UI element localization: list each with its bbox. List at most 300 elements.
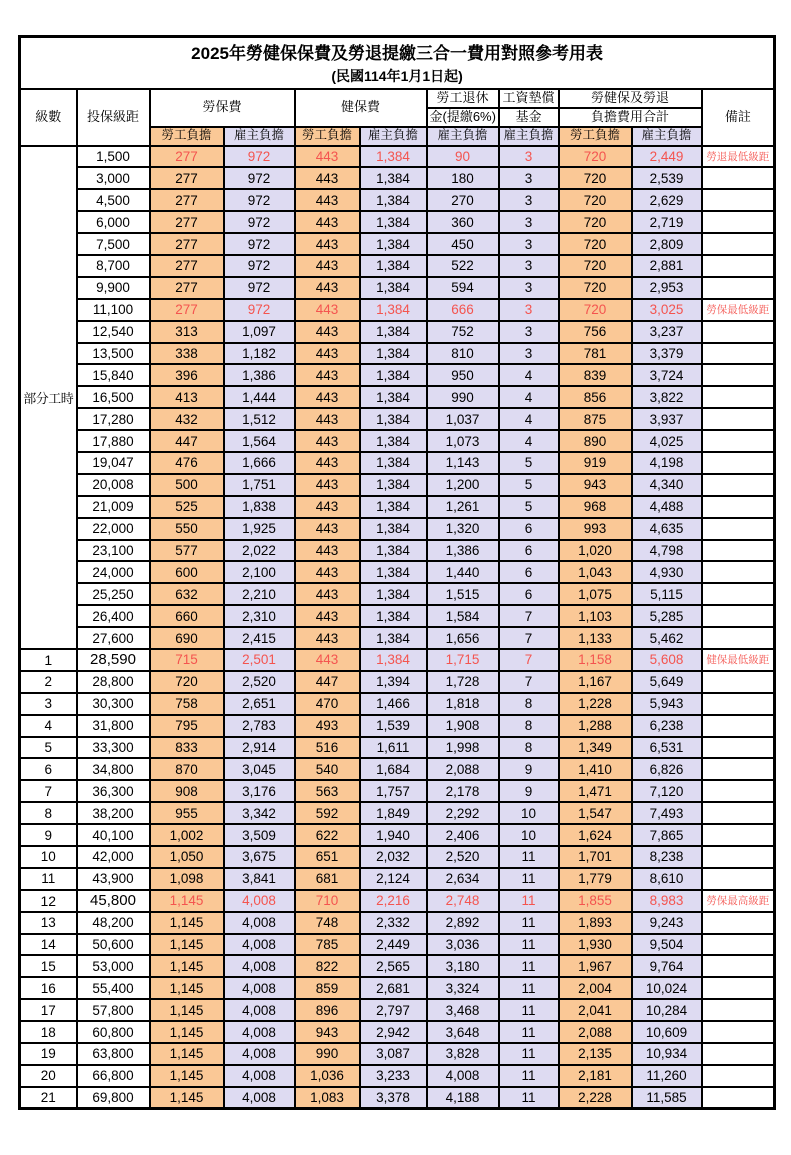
hi-employee-cell: 622 [295, 824, 360, 846]
wage-fund-employer-cell: 11 [499, 912, 559, 934]
pension-employer-cell: 4,008 [427, 1065, 499, 1087]
salary-bracket-cell: 27,600 [77, 627, 150, 649]
remark-cell [702, 824, 775, 846]
salary-bracket-cell: 23,100 [77, 540, 150, 562]
premium-reference-table [18, 35, 776, 1110]
salary-bracket-cell: 31,800 [77, 715, 150, 737]
table-row [20, 299, 775, 321]
hi-employer-cell: 1,384 [360, 496, 427, 518]
li-employee-cell: 413 [150, 386, 224, 408]
hi-employee-cell: 592 [295, 802, 360, 824]
total-employer-cell: 3,937 [632, 408, 702, 430]
pension-employer-cell: 180 [427, 167, 499, 189]
table-row [20, 605, 775, 627]
wage-fund-employer-cell: 3 [499, 167, 559, 189]
salary-bracket-cell: 17,280 [77, 408, 150, 430]
table-row [20, 1087, 775, 1109]
pension-employer-cell: 270 [427, 189, 499, 211]
table-row [20, 977, 775, 999]
total-employer-cell: 7,120 [632, 780, 702, 802]
wage-fund-employer-cell: 7 [499, 649, 559, 671]
hi-employee-cell: 443 [295, 233, 360, 255]
remark-cell: 勞保最低級距 [702, 299, 775, 321]
table-row [20, 211, 775, 233]
li-employer-cell: 2,783 [224, 715, 295, 737]
salary-bracket-cell: 8,700 [77, 255, 150, 277]
total-employee-cell: 1,020 [559, 540, 632, 562]
table-row [20, 146, 775, 168]
salary-bracket-cell: 19,047 [77, 452, 150, 474]
pension-employer-cell: 2,634 [427, 868, 499, 890]
hi-employer-cell: 1,384 [360, 211, 427, 233]
level-cell: 19 [20, 1043, 77, 1065]
li-employee-cell: 1,145 [150, 1021, 224, 1043]
total-employer-cell: 10,024 [632, 977, 702, 999]
li-employer-cell: 4,008 [224, 1021, 295, 1043]
remark-cell [702, 518, 775, 540]
li-employee-cell: 1,098 [150, 868, 224, 890]
salary-bracket-cell: 45,800 [77, 890, 150, 912]
li-employer-cell: 2,914 [224, 737, 295, 759]
hi-employer-cell: 1,384 [360, 561, 427, 583]
hi-employer-cell: 1,384 [360, 518, 427, 540]
hi-employer-cell: 2,942 [360, 1021, 427, 1043]
table-row [20, 167, 775, 189]
hi-employer-cell: 1,757 [360, 780, 427, 802]
total-employee-cell: 1,893 [559, 912, 632, 934]
wage-fund-employer-cell: 3 [499, 233, 559, 255]
hi-employee-cell: 443 [295, 189, 360, 211]
pension-employer-cell: 1,143 [427, 452, 499, 474]
table-row [20, 386, 775, 408]
hi-employee-cell: 443 [295, 496, 360, 518]
li-employee-cell: 1,145 [150, 1087, 224, 1109]
wage-fund-employer-cell: 11 [499, 955, 559, 977]
header-row-1 [20, 89, 775, 108]
pension-employer-cell: 666 [427, 299, 499, 321]
li-employee-cell: 525 [150, 496, 224, 518]
wage-fund-employer-cell: 6 [499, 540, 559, 562]
total-employer-cell: 5,115 [632, 583, 702, 605]
pension-employer-cell: 2,520 [427, 846, 499, 868]
pension-employer-cell: 3,036 [427, 934, 499, 956]
li-employer-cell: 2,415 [224, 627, 295, 649]
table-row [20, 846, 775, 868]
li-employer-cell: 2,651 [224, 693, 295, 715]
col-header-level: 級數 [20, 89, 77, 146]
hi-employee-cell: 443 [295, 146, 360, 168]
table-row [20, 824, 775, 846]
level-cell: 6 [20, 758, 77, 780]
pension-employer-cell: 2,178 [427, 780, 499, 802]
total-employer-cell: 7,493 [632, 802, 702, 824]
salary-bracket-cell: 25,250 [77, 583, 150, 605]
level-cell: 3 [20, 693, 77, 715]
wage-fund-employer-cell: 11 [499, 890, 559, 912]
hi-employee-cell: 516 [295, 737, 360, 759]
salary-bracket-cell: 69,800 [77, 1087, 150, 1109]
pension-employer-cell: 3,324 [427, 977, 499, 999]
table-row [20, 255, 775, 277]
li-employer-cell: 3,841 [224, 868, 295, 890]
hi-employer-cell: 3,378 [360, 1087, 427, 1109]
total-employee-cell: 1,471 [559, 780, 632, 802]
table-row [20, 671, 775, 693]
wage-fund-employer-cell: 4 [499, 364, 559, 386]
pension-employer-cell: 2,292 [427, 802, 499, 824]
pension-employer-cell: 1,261 [427, 496, 499, 518]
total-employee-cell: 1,967 [559, 955, 632, 977]
total-employee-cell: 1,410 [559, 758, 632, 780]
subheader-hi-employer: 雇主負擔 [360, 127, 427, 146]
pension-employer-cell: 2,748 [427, 890, 499, 912]
wage-fund-employer-cell: 11 [499, 977, 559, 999]
li-employee-cell: 1,145 [150, 934, 224, 956]
total-employer-cell: 5,649 [632, 671, 702, 693]
pension-employer-cell: 1,656 [427, 627, 499, 649]
remark-cell [702, 1043, 775, 1065]
li-employee-cell: 447 [150, 430, 224, 452]
hi-employee-cell: 443 [295, 255, 360, 277]
li-employee-cell: 600 [150, 561, 224, 583]
hi-employer-cell: 1,384 [360, 189, 427, 211]
li-employer-cell: 4,008 [224, 999, 295, 1021]
level-cell: 2 [20, 671, 77, 693]
col-header-labor-insurance: 勞保費 [150, 89, 295, 127]
total-employer-cell: 3,025 [632, 299, 702, 321]
hi-employer-cell: 1,384 [360, 167, 427, 189]
total-employee-cell: 2,088 [559, 1021, 632, 1043]
total-employer-cell: 9,243 [632, 912, 702, 934]
level-cell: 12 [20, 890, 77, 912]
total-employer-cell: 2,719 [632, 211, 702, 233]
remark-cell [702, 540, 775, 562]
total-employee-cell: 1,158 [559, 649, 632, 671]
li-employer-cell: 4,008 [224, 955, 295, 977]
total-employer-cell: 10,609 [632, 1021, 702, 1043]
table-row [20, 693, 775, 715]
li-employer-cell: 3,342 [224, 802, 295, 824]
table-row [20, 561, 775, 583]
remark-cell [702, 277, 775, 299]
hi-employee-cell: 443 [295, 583, 360, 605]
table-row [20, 189, 775, 211]
pension-employer-cell: 2,892 [427, 912, 499, 934]
pension-employer-cell: 810 [427, 343, 499, 365]
total-employer-cell: 6,826 [632, 758, 702, 780]
pension-employer-cell: 1,908 [427, 715, 499, 737]
total-employee-cell: 2,228 [559, 1087, 632, 1109]
total-employer-cell: 11,260 [632, 1065, 702, 1087]
col-header-wage-fund-line1: 工資墊償 [499, 89, 559, 108]
total-employer-cell: 3,822 [632, 386, 702, 408]
total-employee-cell: 720 [559, 167, 632, 189]
salary-bracket-cell: 4,500 [77, 189, 150, 211]
salary-bracket-cell: 53,000 [77, 955, 150, 977]
hi-employer-cell: 1,539 [360, 715, 427, 737]
li-employer-cell: 1,838 [224, 496, 295, 518]
li-employer-cell: 972 [224, 233, 295, 255]
col-header-pension-line2: 金(提繳6%) [427, 108, 499, 127]
hi-employer-cell: 1,384 [360, 386, 427, 408]
table-row [20, 955, 775, 977]
col-header-wage-fund-line2: 基金 [499, 108, 559, 127]
subheader-wage-fund-employer: 雇主負擔 [499, 127, 559, 146]
remark-cell [702, 999, 775, 1021]
pension-employer-cell: 450 [427, 233, 499, 255]
subheader-total-employee: 勞工負擔 [559, 127, 632, 146]
hi-employee-cell: 443 [295, 167, 360, 189]
wage-fund-employer-cell: 11 [499, 999, 559, 1021]
table-row [20, 934, 775, 956]
pension-employer-cell: 1,440 [427, 561, 499, 583]
hi-employer-cell: 2,216 [360, 890, 427, 912]
li-employee-cell: 1,145 [150, 1065, 224, 1087]
total-employee-cell: 919 [559, 452, 632, 474]
pension-employer-cell: 90 [427, 146, 499, 168]
wage-fund-employer-cell: 3 [499, 211, 559, 233]
hi-employer-cell: 1,384 [360, 364, 427, 386]
salary-bracket-cell: 9,900 [77, 277, 150, 299]
table-row [20, 321, 775, 343]
total-employee-cell: 720 [559, 255, 632, 277]
li-employee-cell: 690 [150, 627, 224, 649]
remark-cell [702, 321, 775, 343]
wage-fund-employer-cell: 3 [499, 299, 559, 321]
total-employee-cell: 1,075 [559, 583, 632, 605]
wage-fund-employer-cell: 5 [499, 474, 559, 496]
total-employee-cell: 1,288 [559, 715, 632, 737]
pension-employer-cell: 752 [427, 321, 499, 343]
remark-cell [702, 386, 775, 408]
pension-employer-cell: 1,037 [427, 408, 499, 430]
table-row [20, 758, 775, 780]
wage-fund-employer-cell: 7 [499, 605, 559, 627]
li-employee-cell: 1,145 [150, 912, 224, 934]
pension-employer-cell: 1,998 [427, 737, 499, 759]
li-employee-cell: 720 [150, 671, 224, 693]
subheader-total-employer: 雇主負擔 [632, 127, 702, 146]
hi-employee-cell: 470 [295, 693, 360, 715]
salary-bracket-cell: 48,200 [77, 912, 150, 934]
total-employer-cell: 4,025 [632, 430, 702, 452]
salary-bracket-cell: 28,590 [77, 649, 150, 671]
hi-employer-cell: 2,449 [360, 934, 427, 956]
salary-bracket-cell: 24,000 [77, 561, 150, 583]
salary-bracket-cell: 13,500 [77, 343, 150, 365]
total-employer-cell: 2,809 [632, 233, 702, 255]
wage-fund-employer-cell: 11 [499, 1043, 559, 1065]
wage-fund-employer-cell: 4 [499, 408, 559, 430]
hi-employee-cell: 443 [295, 474, 360, 496]
hi-employee-cell: 443 [295, 627, 360, 649]
hi-employer-cell: 1,684 [360, 758, 427, 780]
table-row [20, 999, 775, 1021]
subheader-pension-employer: 雇主負擔 [427, 127, 499, 146]
level-cell: 10 [20, 846, 77, 868]
subheader-hi-employee: 勞工負擔 [295, 127, 360, 146]
table-row [20, 518, 775, 540]
wage-fund-employer-cell: 3 [499, 146, 559, 168]
hi-employee-cell: 443 [295, 386, 360, 408]
hi-employer-cell: 2,032 [360, 846, 427, 868]
li-employee-cell: 277 [150, 167, 224, 189]
remark-cell [702, 977, 775, 999]
li-employer-cell: 972 [224, 299, 295, 321]
hi-employer-cell: 3,087 [360, 1043, 427, 1065]
remark-cell [702, 671, 775, 693]
table-row [20, 364, 775, 386]
total-employee-cell: 839 [559, 364, 632, 386]
hi-employer-cell: 1,384 [360, 233, 427, 255]
li-employer-cell: 972 [224, 146, 295, 168]
li-employer-cell: 2,310 [224, 605, 295, 627]
hi-employer-cell: 1,384 [360, 299, 427, 321]
total-employee-cell: 1,547 [559, 802, 632, 824]
li-employer-cell: 2,501 [224, 649, 295, 671]
table-row [20, 583, 775, 605]
remark-cell [702, 780, 775, 802]
total-employee-cell: 720 [559, 211, 632, 233]
table-row [20, 233, 775, 255]
hi-employee-cell: 896 [295, 999, 360, 1021]
total-employer-cell: 10,934 [632, 1043, 702, 1065]
hi-employee-cell: 443 [295, 518, 360, 540]
wage-fund-employer-cell: 11 [499, 934, 559, 956]
table-row [20, 737, 775, 759]
li-employee-cell: 476 [150, 452, 224, 474]
li-employer-cell: 1,512 [224, 408, 295, 430]
wage-fund-employer-cell: 9 [499, 758, 559, 780]
li-employer-cell: 2,100 [224, 561, 295, 583]
li-employee-cell: 1,145 [150, 1043, 224, 1065]
hi-employee-cell: 990 [295, 1043, 360, 1065]
salary-bracket-cell: 66,800 [77, 1065, 150, 1087]
hi-employee-cell: 443 [295, 364, 360, 386]
hi-employer-cell: 1,940 [360, 824, 427, 846]
hi-employer-cell: 2,332 [360, 912, 427, 934]
hi-employer-cell: 2,565 [360, 955, 427, 977]
total-employee-cell: 1,930 [559, 934, 632, 956]
total-employer-cell: 9,764 [632, 955, 702, 977]
li-employer-cell: 2,210 [224, 583, 295, 605]
remark-cell [702, 211, 775, 233]
hi-employee-cell: 443 [295, 211, 360, 233]
wage-fund-employer-cell: 11 [499, 1065, 559, 1087]
li-employee-cell: 396 [150, 364, 224, 386]
li-employee-cell: 833 [150, 737, 224, 759]
salary-bracket-cell: 63,800 [77, 1043, 150, 1065]
total-employee-cell: 1,624 [559, 824, 632, 846]
table-row [20, 496, 775, 518]
hi-employee-cell: 1,083 [295, 1087, 360, 1109]
li-employer-cell: 1,925 [224, 518, 295, 540]
total-employee-cell: 968 [559, 496, 632, 518]
col-header-salary-bracket: 投保級距 [77, 89, 150, 146]
wage-fund-employer-cell: 3 [499, 189, 559, 211]
remark-cell [702, 474, 775, 496]
pension-employer-cell: 950 [427, 364, 499, 386]
level-cell: 14 [20, 934, 77, 956]
level-cell: 9 [20, 824, 77, 846]
hi-employer-cell: 1,384 [360, 430, 427, 452]
salary-bracket-cell: 42,000 [77, 846, 150, 868]
li-employee-cell: 795 [150, 715, 224, 737]
subheader-li-employee: 勞工負擔 [150, 127, 224, 146]
level-cell: 20 [20, 1065, 77, 1087]
table-row [20, 277, 775, 299]
pension-employer-cell: 2,088 [427, 758, 499, 780]
hi-employer-cell: 1,394 [360, 671, 427, 693]
hi-employer-cell: 2,797 [360, 999, 427, 1021]
remark-cell [702, 802, 775, 824]
remark-cell [702, 1021, 775, 1043]
pension-employer-cell: 1,200 [427, 474, 499, 496]
level-cell: 7 [20, 780, 77, 802]
total-employer-cell: 3,237 [632, 321, 702, 343]
remark-cell [702, 912, 775, 934]
total-employee-cell: 781 [559, 343, 632, 365]
remark-cell [702, 737, 775, 759]
total-employee-cell: 1,349 [559, 737, 632, 759]
wage-fund-employer-cell: 8 [499, 737, 559, 759]
table-row [20, 1021, 775, 1043]
total-employer-cell: 4,340 [632, 474, 702, 496]
hi-employee-cell: 785 [295, 934, 360, 956]
li-employer-cell: 972 [224, 167, 295, 189]
remark-cell [702, 430, 775, 452]
salary-bracket-cell: 12,540 [77, 321, 150, 343]
page-title: 2025年勞健保保費及勞退提繳三合一費用對照參考用表 [191, 44, 603, 64]
level-cell: 16 [20, 977, 77, 999]
hi-employee-cell: 443 [295, 649, 360, 671]
salary-bracket-cell: 11,100 [77, 299, 150, 321]
hi-employee-cell: 748 [295, 912, 360, 934]
li-employer-cell: 4,008 [224, 1043, 295, 1065]
salary-bracket-cell: 3,000 [77, 167, 150, 189]
li-employer-cell: 1,444 [224, 386, 295, 408]
pension-employer-cell: 1,818 [427, 693, 499, 715]
pension-employer-cell: 1,728 [427, 671, 499, 693]
hi-employee-cell: 651 [295, 846, 360, 868]
li-employee-cell: 1,002 [150, 824, 224, 846]
salary-bracket-cell: 21,009 [77, 496, 150, 518]
li-employee-cell: 1,145 [150, 890, 224, 912]
li-employer-cell: 3,176 [224, 780, 295, 802]
total-employer-cell: 2,449 [632, 146, 702, 168]
wage-fund-employer-cell: 3 [499, 277, 559, 299]
li-employer-cell: 1,182 [224, 343, 295, 365]
wage-fund-employer-cell: 10 [499, 824, 559, 846]
table-row [20, 540, 775, 562]
hi-employer-cell: 1,384 [360, 255, 427, 277]
level-cell: 11 [20, 868, 77, 890]
subheader-li-employer: 雇主負擔 [224, 127, 295, 146]
table-body [20, 146, 775, 1109]
hi-employer-cell: 1,384 [360, 408, 427, 430]
wage-fund-employer-cell: 3 [499, 255, 559, 277]
total-employee-cell: 1,701 [559, 846, 632, 868]
li-employee-cell: 277 [150, 299, 224, 321]
total-employee-cell: 1,103 [559, 605, 632, 627]
wage-fund-employer-cell: 4 [499, 430, 559, 452]
total-employee-cell: 943 [559, 474, 632, 496]
li-employee-cell: 500 [150, 474, 224, 496]
total-employer-cell: 2,629 [632, 189, 702, 211]
li-employee-cell: 1,145 [150, 999, 224, 1021]
salary-bracket-cell: 33,300 [77, 737, 150, 759]
total-employer-cell: 8,610 [632, 868, 702, 890]
